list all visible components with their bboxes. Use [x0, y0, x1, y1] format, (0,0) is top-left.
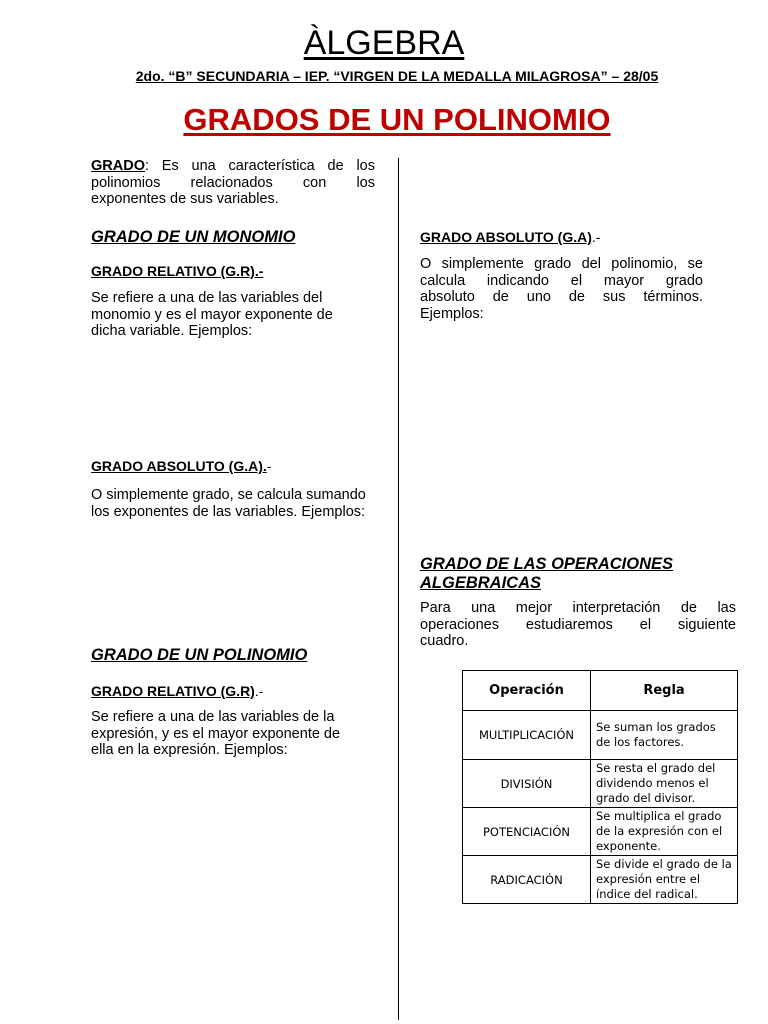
column-divider	[398, 158, 399, 1020]
topic-title: GRADOS DE UN POLINOMIO	[183, 102, 611, 137]
intro-line-2: polinomios relacionados con los	[91, 174, 375, 191]
polinomio-relativo-label: GRADO RELATIVO (G.R).-	[91, 683, 264, 699]
section-heading-polinomio: GRADO DE UN POLINOMIO	[91, 646, 308, 664]
table-header-row	[463, 671, 738, 711]
intro-line-1: : Es una característica de los	[144, 158, 375, 174]
intro-term: GRADO	[91, 158, 145, 174]
operation-cell: POTENCIACIÓN	[463, 808, 591, 856]
rule-cell: Se suman los grados de los factores.	[591, 711, 738, 760]
monomio-absoluto-label: GRADO ABSOLUTO (G.A).-	[91, 458, 272, 474]
section-heading-monomio: GRADO DE UN MONOMIO	[91, 228, 296, 246]
monomio-relativo-text: Se refiere a una de las variables del monomio y es el mayor exponente de dicha variable. Ejemplos:	[91, 290, 333, 339]
polinomio-absoluto-label: GRADO ABSOLUTO (G.A).-	[420, 229, 601, 245]
operation-cell: RADICACIÓN	[463, 856, 591, 904]
page-subtitle: 2do. “B” SECUNDARIA – IEP. “VIRGEN DE LA MEDALLA MILAGROSA” – 28/05	[135, 68, 659, 84]
column-header-operacion: Operación	[463, 671, 591, 711]
column-header-regla: Regla	[591, 671, 738, 711]
polinomio-absoluto-text: O simplemente grado del polinomio, se calcula indicando el mayor grado absoluto de uno de sus términos. Ejemplos:	[420, 256, 703, 322]
intro-line-3: exponentes de sus variables.	[91, 191, 279, 207]
table-row	[463, 711, 738, 760]
rule-cell: Se divide el grado de la expresión entre el índice del radical.	[591, 856, 738, 904]
operation-cell: MULTIPLICACIÓN	[463, 711, 591, 760]
table-row	[463, 760, 738, 808]
operations-table	[462, 670, 738, 904]
rule-cell: Se resta el grado del dividendo menos el grado del divisor.	[591, 760, 738, 808]
table-row	[463, 856, 738, 904]
table-row	[463, 808, 738, 856]
page-title: ÀLGEBRA	[303, 24, 465, 62]
polinomio-relativo-text: Se refiere a una de las variables de la expresión, y es el mayor exponente de ella en la expresión. Ejemplos:	[91, 709, 341, 758]
rule-cell: Se multiplica el grado de la expresión con el exponente.	[591, 808, 738, 856]
monomio-relativo-label: GRADO RELATIVO (G.R).-	[91, 263, 264, 279]
operation-cell: DIVISIÓN	[463, 760, 591, 808]
section-heading-operaciones: GRADO DE LAS OPERACIONES ALGEBRAICAS	[420, 555, 674, 592]
monomio-absoluto-text: O simplemente grado, se calcula sumando los exponentes de las variables. Ejemplos:	[91, 487, 366, 520]
operaciones-intro-text: Para una mejor interpretación de las operaciones estudiaremos el siguiente cuadro.	[420, 600, 736, 649]
intro-paragraph	[91, 158, 375, 208]
